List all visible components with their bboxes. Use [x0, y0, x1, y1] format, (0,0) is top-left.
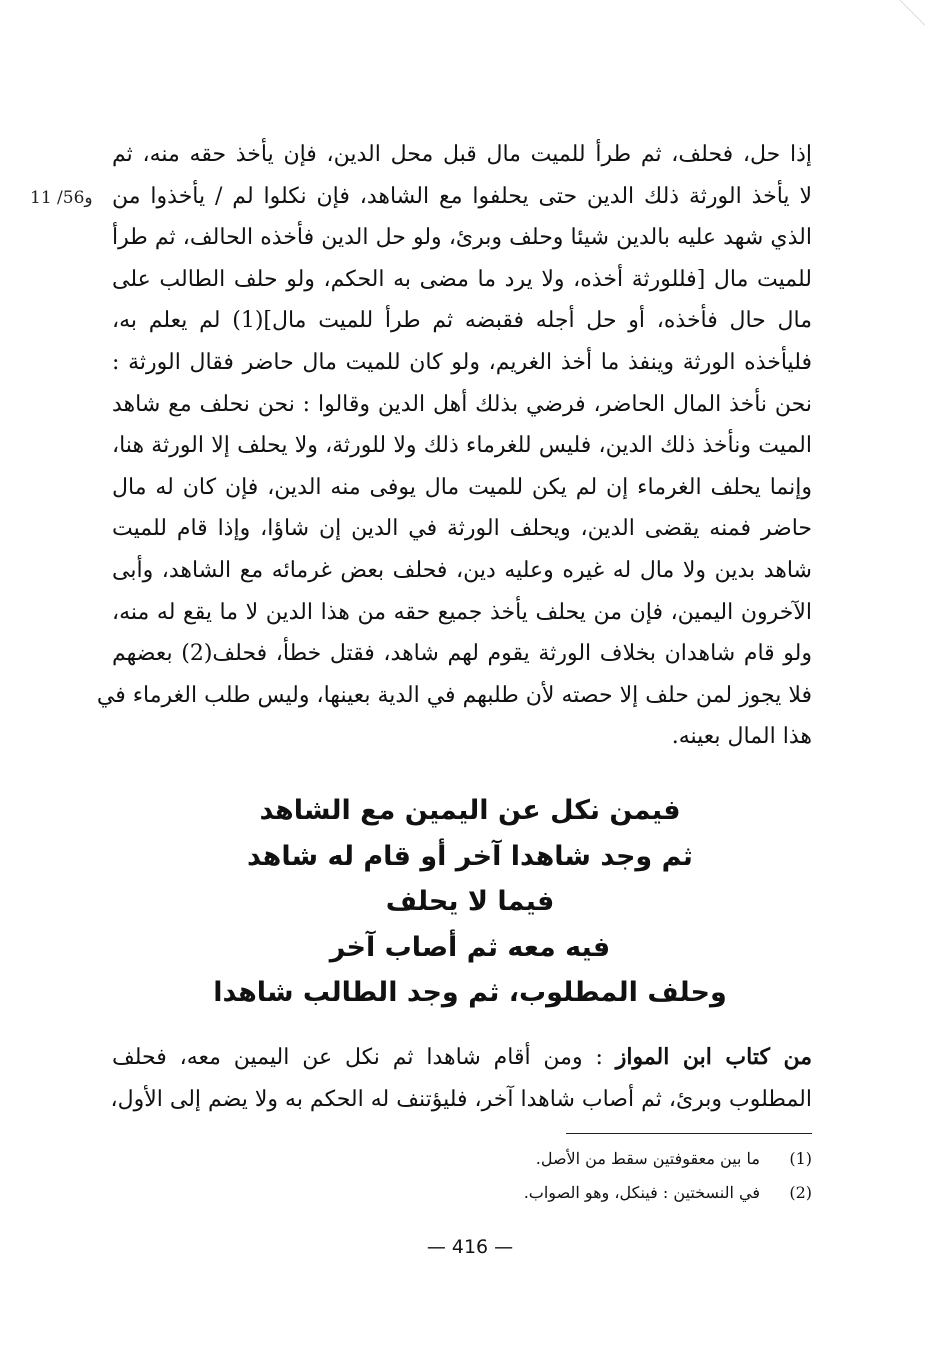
text-line: الميت ونأخذ ذلك الدين، فليس للغرماء ذلك ولا للورثة، ولا يحلف إلا الورثة هنا، — [112, 433, 812, 459]
text-line: حاضر فمنه يقضى الدين، ويحلف الورثة في الدين إن شاؤا، وإذا قام للميت — [112, 516, 812, 542]
text-line: شاهد بدين ولا مال له غيره وعليه دين، فحلف بعض غرمائه مع الشاهد، وأبى — [112, 557, 812, 583]
footnote-item — [300, 1176, 812, 1210]
text-line: هذا المال بعينه. — [671, 724, 812, 750]
text-line: وإنما يحلف الغرماء إن لم يكن للميت مال يوفى منه الدين، فإن كان له مال — [112, 474, 812, 500]
main-paragraph — [96, 134, 812, 758]
footnote-number: (2) — [789, 1183, 812, 1202]
text-line: للميت مال [فللورثة أخذه، ولا يرد ما مضى به الحكم، ولو حلف الطالب على — [112, 266, 812, 292]
text-line: نحن نأخذ المال الحاضر، فرضي بذلك أهل الدين وقالوا : نحن نحلف مع شاهد — [112, 391, 812, 417]
text-line: لا يأخذ الورثة ذلك الدين حتى يحلفوا مع الشاهد، فإن نكلوا لم / يأخذوا من — [112, 183, 812, 209]
text-line: فلا يجوز لمن حلف إلا حصته لأن طلبهم في الدية بعينها، وليس طلب الغرماء في — [96, 682, 812, 708]
heading-line: فيما لا يحلف — [385, 886, 555, 917]
scan-corner-mark — [899, 0, 940, 25]
text-segment: : ومن أقام شاهدا ثم نكل عن اليمين معه، فحلف — [112, 1045, 616, 1070]
section-heading — [120, 788, 820, 1016]
text-line: مال حال فأخذه، أو حل أجله فقبضه ثم طرأ للميت مال](1) لم يعلم به، — [112, 308, 812, 334]
text-line: الذي شهد عليه بالدين شيئا وحلف وبرئ، ولو حل الدين فأخذه الحالف، ثم طرأ — [112, 225, 812, 251]
footnote-separator — [566, 1133, 812, 1134]
manuscript-folio-note: 11 /56و — [30, 188, 93, 208]
text-line: ولو قام شاهدان بخلاف الورثة يقوم لهم شاهد، فقتل خطأ، فحلف(2) بعضهم — [112, 641, 812, 667]
heading-line: ثم وجد شاهدا آخر أو قام له شاهد — [247, 840, 693, 872]
footnote-text: في النسختين : فينكل، وهو الصواب. — [523, 1183, 760, 1202]
second-paragraph — [112, 1036, 812, 1121]
heading-line: وحلف المطلوب، ثم وجد الطالب شاهدا — [213, 977, 727, 1008]
heading-line: فيمن نكل عن اليمين مع الشاهد — [259, 795, 681, 826]
source-citation: من كتاب ابن المواز — [615, 1044, 812, 1070]
footnotes — [300, 1142, 812, 1210]
text-line: إذا حل، فحلف، ثم طرأ للميت مال قبل محل الدين، فإن يأخذ حقه منه، ثم — [112, 142, 812, 167]
text-line: المطلوب وبرئ، ثم أصاب شاهدا آخر، فليؤتنف له الحكم به ولا يضم إلى الأول، — [110, 1087, 812, 1112]
footnote-text: ما بين معقوفتين سقط من الأصل. — [535, 1149, 760, 1168]
footnote-number: (1) — [789, 1149, 812, 1168]
page-number: — 416 — — [426, 1236, 514, 1258]
heading-line: فيه معه ثم أصاب آخر — [329, 931, 611, 963]
text-line — [112, 1036, 812, 1079]
text-line: فليأخذه الورثة وينفذ ما أخذ الغريم، ولو كان للميت مال حاضر فقال الورثة : — [112, 349, 812, 375]
footnote-item — [300, 1142, 812, 1176]
text-line: الآخرون اليمين، فإن من يحلف يأخذ جميع حقه من هذا الدين لا ما يقع له منه، — [112, 599, 812, 625]
